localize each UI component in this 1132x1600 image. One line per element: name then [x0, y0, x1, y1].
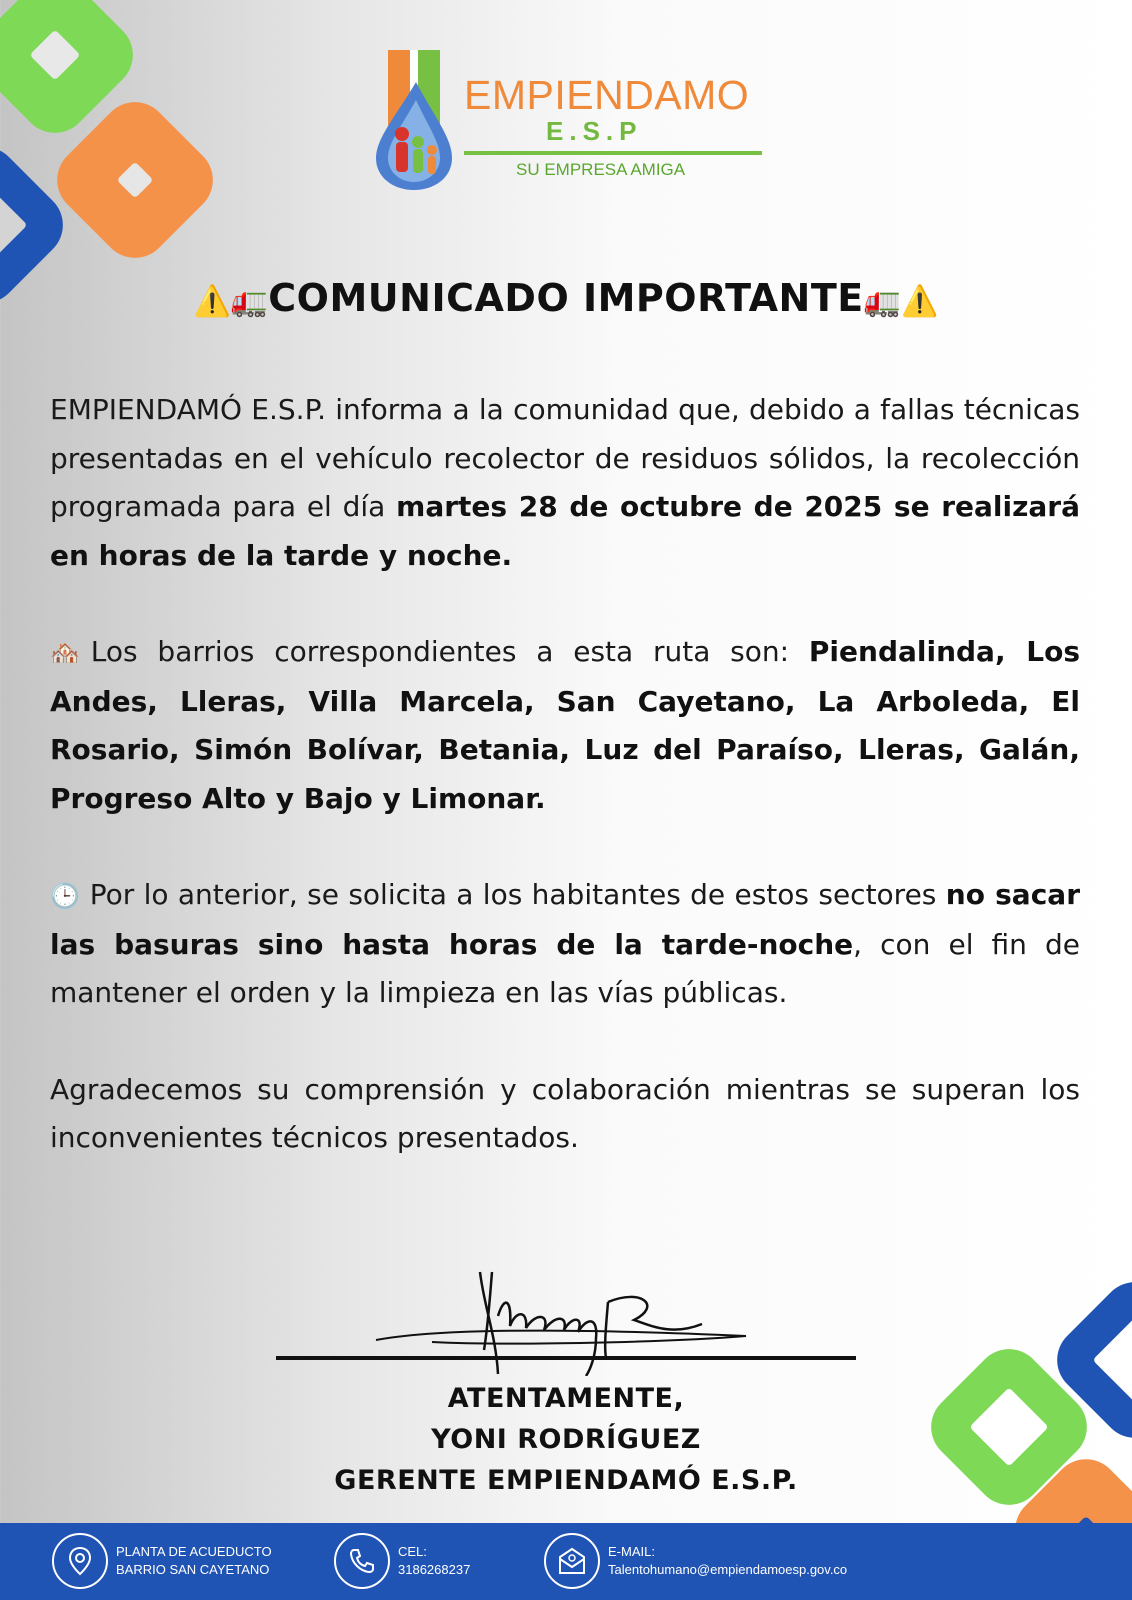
email-label: E-MAIL:: [608, 1544, 655, 1559]
signature-line: [276, 1356, 856, 1360]
request-intro: Por lo anterior, se solicita a los habitantes de estos sectores: [80, 878, 946, 911]
notice-date-bold: martes 28 de octubre de 2025 se realizará en horas de la tarde y noche.: [50, 490, 1080, 572]
houses-icon: 🏘️: [50, 639, 91, 667]
phone-text: [398, 1543, 470, 1579]
paragraph-notice: [50, 386, 1080, 580]
clock-icon: 🕒: [50, 882, 81, 910]
email-address[interactable]: Talentohumano@empiendamoesp.gov.co: [608, 1562, 848, 1577]
email-text: [608, 1543, 847, 1579]
paragraph-request: [50, 871, 1080, 1018]
company-logo: [376, 46, 776, 196]
signature-block: [0, 1378, 1132, 1501]
announcement-title: [0, 276, 1132, 320]
warning-truck-icon-right: 🚛⚠️: [863, 284, 939, 319]
address-line-1: PLANTA DE ACUEDUCTO: [116, 1544, 272, 1559]
logo-esp: E.S.P: [546, 116, 643, 146]
title-text: COMUNICADO IMPORTANTE: [268, 276, 864, 320]
request-bold: no sacar las basuras sino hasta horas de la tarde-noche: [50, 878, 1081, 961]
signer-name: YONI RODRÍGUEZ: [431, 1424, 701, 1455]
address-line-2: BARRIO SAN CAYETANO: [116, 1562, 270, 1577]
logo-tagline: SU EMPRESA AMIGA: [516, 160, 686, 179]
address-text: [116, 1543, 272, 1579]
logo-company-name: EMPIENDAMO: [464, 72, 750, 118]
phone-icon: [334, 1533, 390, 1589]
signer-role: GERENTE EMPIENDAMÓ E.S.P.: [334, 1465, 798, 1496]
request-end: , con el fin de mantener el orden y la limpieza en las vías públicas.: [50, 927, 1080, 1009]
paragraph-neighborhoods: [50, 628, 1080, 823]
paragraph-thanks: Agradecemos su comprensión y colaboración mientras se superan los inconvenientes técnicos presentados.: [50, 1072, 1080, 1154]
location-pin-icon: [52, 1533, 108, 1589]
footer-contact-bar: [0, 1523, 1132, 1600]
neighborhoods-list: Piendalinda, Los Andes, Lleras, Villa Marcela, San Cayetano, La Arboleda, El Rosario, Simón Bolívar, Betania, Luz del Paraíso, Lleras, Galán, Progreso Alto y Bajo y Limonar.: [50, 635, 1080, 815]
neighborhoods-intro: Los barrios correspondientes a esta ruta son:: [90, 635, 809, 668]
phone-label: CEL:: [398, 1544, 427, 1559]
logo-water-drop-icon: [376, 46, 456, 191]
email-icon: [544, 1533, 600, 1589]
closing-text: ATENTAMENTE,: [447, 1383, 685, 1414]
warning-truck-icon-left: ⚠️🚛: [193, 284, 269, 319]
logo-divider: [464, 151, 762, 155]
notice-text: EMPIENDAMÓ E.S.P. informa a la comunidad que, debido a fallas técnicas presentadas en el vehículo recolector de residuos sólidos, la recolección programada para el día: [50, 393, 1080, 523]
announcement-body: [50, 386, 1080, 1211]
phone-number[interactable]: 3186268237: [398, 1562, 471, 1577]
